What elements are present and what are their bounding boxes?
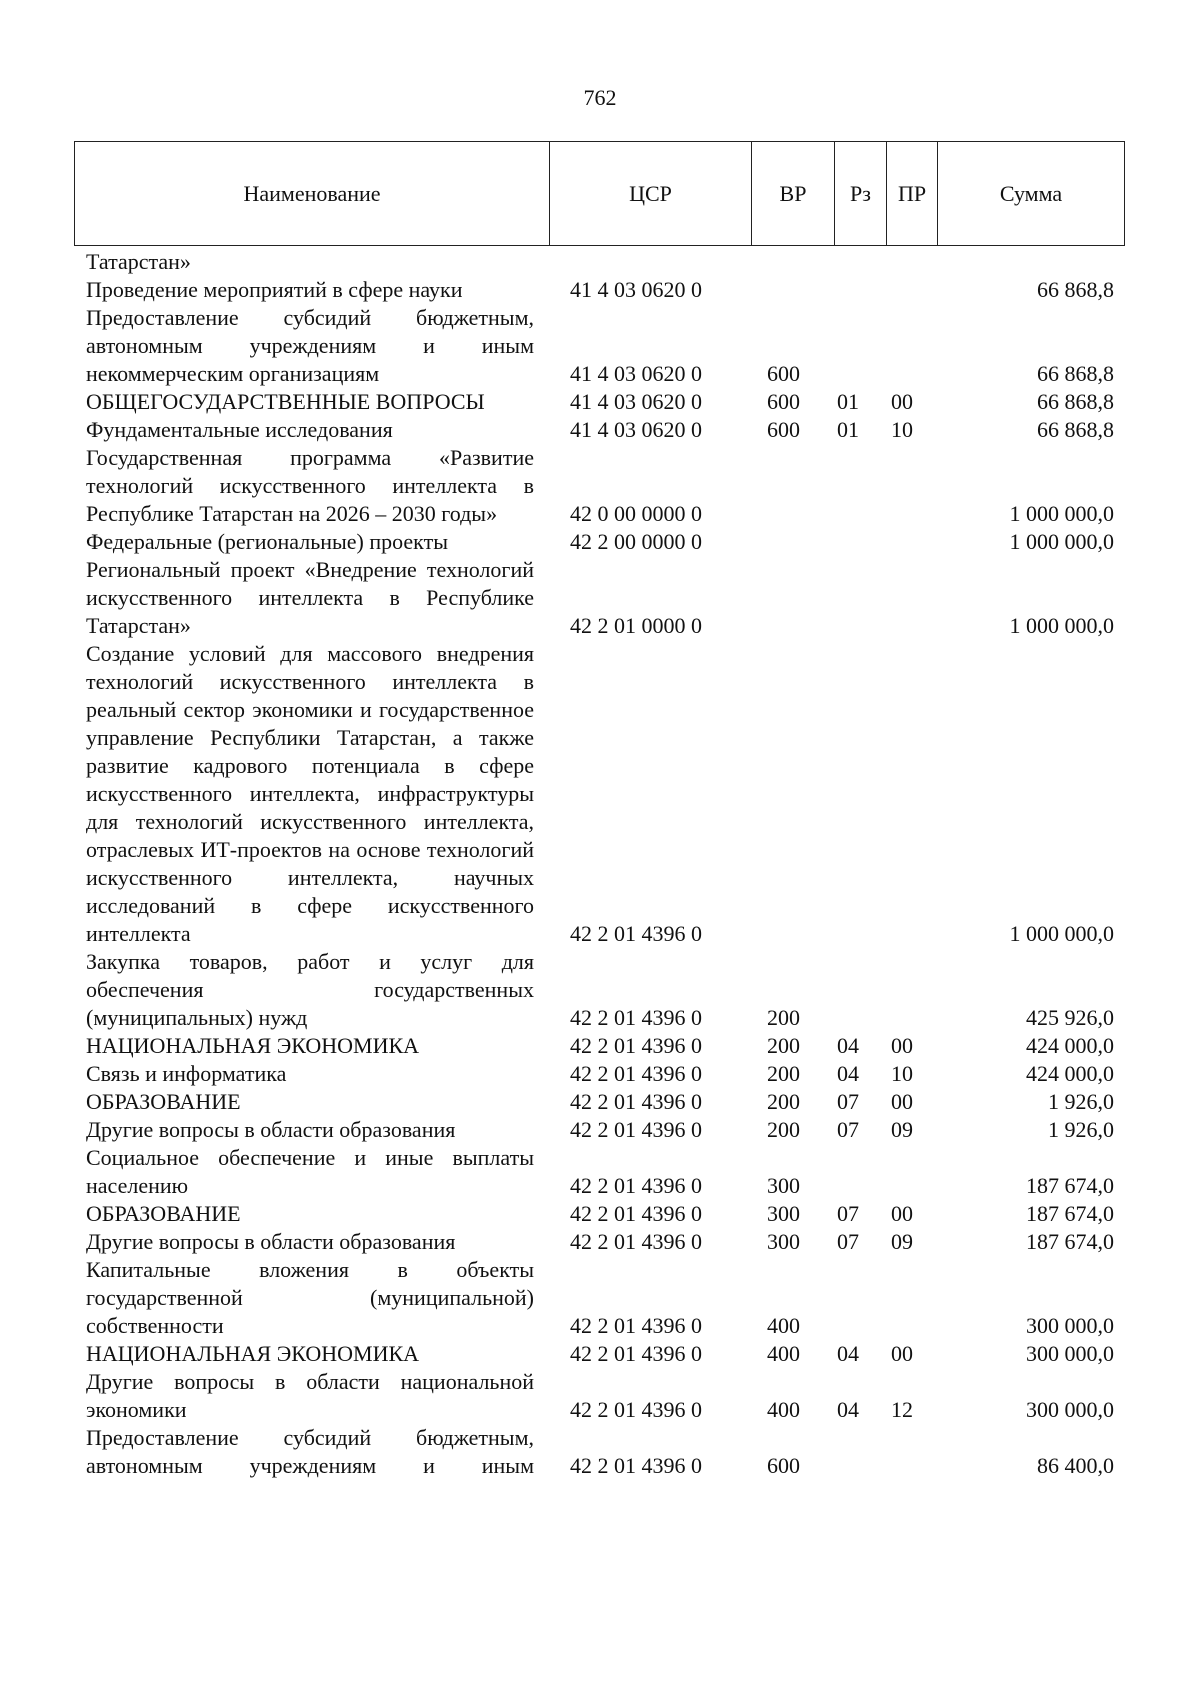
row-sum: 66 868,8	[1037, 361, 1114, 386]
table-row	[0, 444, 1200, 528]
table-row	[0, 1424, 1200, 1480]
row-vr: 400	[767, 1397, 800, 1422]
row-vr: 600	[767, 417, 800, 442]
header-name: Наименование	[75, 142, 550, 246]
row-csr: 41 4 03 0620 0	[570, 417, 702, 442]
row-pr: 00	[891, 1089, 913, 1114]
row-vr: 200	[767, 1117, 800, 1142]
row-csr: 42 2 01 4396 0	[570, 1061, 702, 1086]
header-vr: ВР	[752, 142, 835, 246]
row-rz: 04	[837, 1033, 859, 1058]
row-name: НАЦИОНАЛЬНАЯ ЭКОНОМИКА	[86, 1341, 420, 1366]
row-name: Проведение мероприятий в сфере науки	[86, 277, 463, 302]
row-rz: 04	[837, 1397, 859, 1422]
row-csr: 42 2 01 4396 0	[570, 1229, 702, 1254]
row-name: ОБРАЗОВАНИЕ	[86, 1089, 241, 1114]
row-sum: 1 000 000,0	[1009, 613, 1114, 638]
row-csr: 42 2 00 0000 0	[570, 529, 702, 554]
row-vr: 300	[767, 1201, 800, 1226]
row-pr: 12	[891, 1397, 913, 1422]
row-sum: 187 674,0	[1026, 1201, 1114, 1226]
row-csr: 42 2 01 4396 0	[570, 1341, 702, 1366]
row-sum: 1 000 000,0	[1009, 921, 1114, 946]
row-sum: 187 674,0	[1026, 1173, 1114, 1198]
row-sum: 86 400,0	[1037, 1453, 1114, 1478]
row-csr: 42 0 00 0000 0	[570, 501, 702, 526]
row-csr: 42 2 01 4396 0	[570, 1201, 702, 1226]
header-sum: Сумма	[938, 142, 1125, 246]
table-row	[0, 1088, 1200, 1116]
row-sum: 300 000,0	[1026, 1341, 1114, 1366]
row-rz: 01	[837, 389, 859, 414]
row-vr: 200	[767, 1089, 800, 1114]
row-name: Другие вопросы в области образования	[86, 1229, 456, 1254]
row-vr: 400	[767, 1341, 800, 1366]
table-row	[0, 1368, 1200, 1424]
table-row	[0, 388, 1200, 416]
row-pr: 00	[891, 1201, 913, 1226]
table-row	[0, 948, 1200, 1032]
row-rz: 07	[837, 1089, 859, 1114]
row-name: Татарстан»	[86, 249, 191, 274]
table-row	[0, 248, 1200, 276]
row-name: Капитальные вложения в объекты государственной (муниципальной) собственности	[86, 1257, 534, 1338]
table-row	[0, 640, 1200, 948]
row-name: Связь и информатика	[86, 1061, 287, 1086]
row-sum: 66 868,8	[1037, 389, 1114, 414]
row-sum: 66 868,8	[1037, 277, 1114, 302]
row-vr: 400	[767, 1313, 800, 1338]
table-row	[0, 1256, 1200, 1340]
table-row	[0, 1116, 1200, 1144]
row-name: Предоставление субсидий бюджетным, автономным учреждениям и иным	[86, 1425, 534, 1478]
row-pr: 00	[891, 1033, 913, 1058]
table-row	[0, 1060, 1200, 1088]
row-csr: 42 2 01 4396 0	[570, 921, 702, 946]
row-csr: 41 4 03 0620 0	[570, 361, 702, 386]
row-csr: 42 2 01 4396 0	[570, 1117, 702, 1142]
row-name: Фундаментальные исследования	[86, 417, 393, 442]
row-vr: 300	[767, 1173, 800, 1198]
row-csr: 42 2 01 4396 0	[570, 1033, 702, 1058]
row-sum: 1 000 000,0	[1009, 529, 1114, 554]
row-name: Предоставление субсидий бюджетным, автономным учреждениям и иным некоммерческим организациям	[86, 305, 534, 386]
row-vr: 600	[767, 1453, 800, 1478]
row-name: Другие вопросы в области национальной экономики	[86, 1369, 534, 1422]
row-csr: 41 4 03 0620 0	[570, 277, 702, 302]
table-row	[0, 1144, 1200, 1200]
table-row	[0, 1340, 1200, 1368]
page-number: 762	[583, 85, 617, 110]
row-sum: 1 000 000,0	[1009, 501, 1114, 526]
row-name: Региональный проект «Внедрение технологий искусственного интеллекта в Республике Татарстан»	[86, 557, 534, 638]
row-csr: 42 2 01 4396 0	[570, 1313, 702, 1338]
table-row	[0, 1228, 1200, 1256]
row-name: Другие вопросы в области образования	[86, 1117, 456, 1142]
row-vr: 300	[767, 1229, 800, 1254]
row-vr: 200	[767, 1061, 800, 1086]
row-sum: 1 926,0	[1048, 1089, 1114, 1114]
row-rz: 01	[837, 417, 859, 442]
row-name: Государственная программа «Развитие технологий искусственного интеллекта в Республике Татарстан на 2026 – 2030 годы»	[86, 445, 534, 526]
header-csr: ЦСР	[550, 142, 752, 246]
row-rz: 07	[837, 1201, 859, 1226]
table-row	[0, 1200, 1200, 1228]
row-vr: 600	[767, 361, 800, 386]
row-rz: 04	[837, 1061, 859, 1086]
row-sum: 424 000,0	[1026, 1033, 1114, 1058]
row-name: ОБРАЗОВАНИЕ	[86, 1201, 241, 1226]
row-vr: 600	[767, 389, 800, 414]
row-vr: 200	[767, 1033, 800, 1058]
row-csr: 42 2 01 4396 0	[570, 1089, 702, 1114]
table-row	[0, 528, 1200, 556]
row-pr: 00	[891, 1341, 913, 1366]
row-pr: 09	[891, 1229, 913, 1254]
header-pr: ПР	[887, 142, 938, 246]
row-name: Социальное обеспечение и иные выплаты населению	[86, 1145, 534, 1198]
table-body	[0, 248, 1200, 1480]
row-sum: 424 000,0	[1026, 1061, 1114, 1086]
table-row	[0, 1032, 1200, 1060]
row-rz: 07	[837, 1229, 859, 1254]
row-name: НАЦИОНАЛЬНАЯ ЭКОНОМИКА	[86, 1033, 420, 1058]
row-csr: 41 4 03 0620 0	[570, 389, 702, 414]
table-row	[0, 556, 1200, 640]
row-name: Закупка товаров, работ и услуг для обеспечения государственных (муниципальных) нужд	[86, 949, 534, 1030]
row-name: ОБЩЕГОСУДАРСТВЕННЫЕ ВОПРОСЫ	[86, 389, 485, 414]
row-csr: 42 2 01 4396 0	[570, 1397, 702, 1422]
row-sum: 300 000,0	[1026, 1397, 1114, 1422]
row-rz: 04	[837, 1341, 859, 1366]
row-sum: 425 926,0	[1026, 1005, 1114, 1030]
table-row	[0, 416, 1200, 444]
row-name: Федеральные (региональные) проекты	[86, 529, 448, 554]
row-csr: 42 2 01 4396 0	[570, 1173, 702, 1198]
row-name: Создание условий для массового внедрения технологий искусственного интеллекта в реальный сектор экономики и государственное управление Республики Татарстан, а также развитие кадрового потенциала в сфере искусственного интеллекта, инфраструктуры для технологий искусственного интеллекта, отраслевых ИТ-проектов на основе технологий искусственного интеллекта, научных исследований в сфере искусственного интеллекта	[86, 641, 534, 946]
row-vr: 200	[767, 1005, 800, 1030]
row-csr: 42 2 01 0000 0	[570, 613, 702, 638]
row-sum: 66 868,8	[1037, 417, 1114, 442]
header-rz: Рз	[835, 142, 887, 246]
table-header	[74, 141, 1125, 246]
row-pr: 10	[891, 1061, 913, 1086]
row-pr: 00	[891, 389, 913, 414]
row-csr: 42 2 01 4396 0	[570, 1005, 702, 1030]
row-csr: 42 2 01 4396 0	[570, 1453, 702, 1478]
row-pr: 09	[891, 1117, 913, 1142]
row-sum: 300 000,0	[1026, 1313, 1114, 1338]
row-sum: 1 926,0	[1048, 1117, 1114, 1142]
table-row	[0, 276, 1200, 304]
table-row	[0, 304, 1200, 388]
row-sum: 187 674,0	[1026, 1229, 1114, 1254]
row-rz: 07	[837, 1117, 859, 1142]
row-pr: 10	[891, 417, 913, 442]
